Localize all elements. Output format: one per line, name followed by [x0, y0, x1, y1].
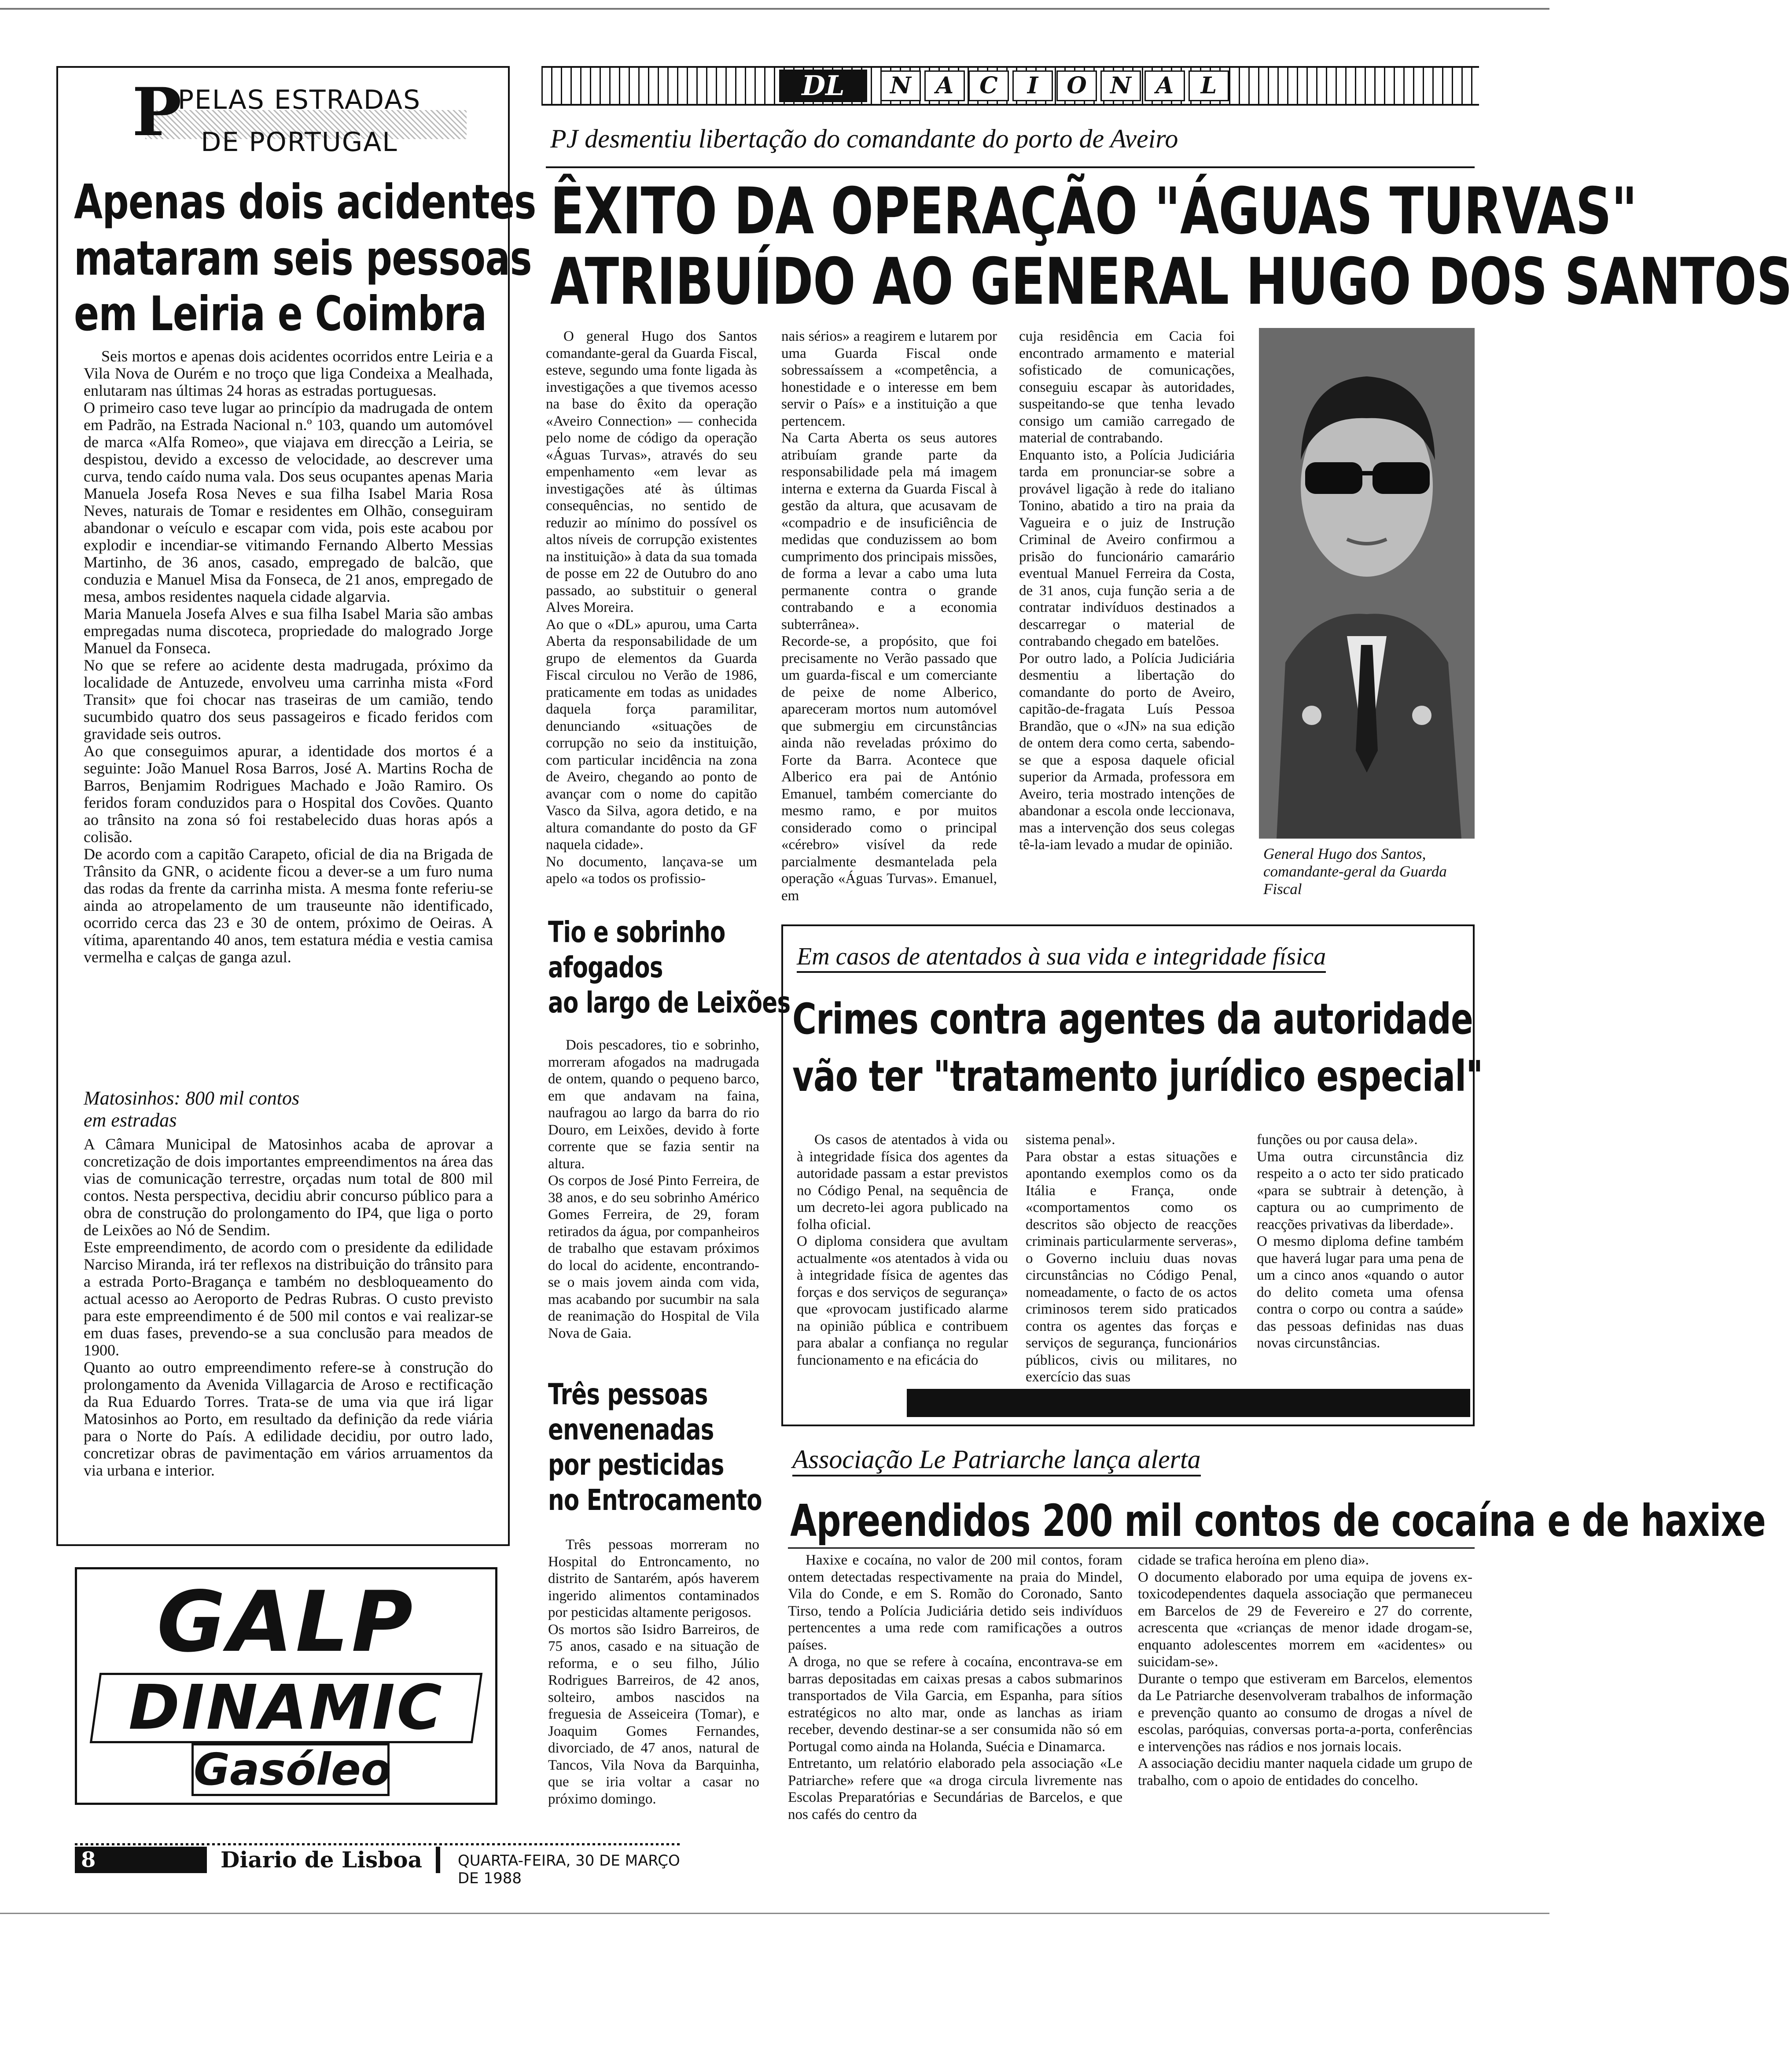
section-logo: P PELAS ESTRADAS DE PORTUGAL	[132, 79, 475, 167]
main-kicker: PJ desmentiu libertação do comandante do porto de Aveiro	[550, 124, 1178, 153]
top-edge-rule	[0, 8, 1549, 10]
general-photo	[1259, 328, 1475, 839]
paper-name: Diario de Lisboa	[207, 1847, 436, 1873]
section-letter: A	[1144, 70, 1185, 101]
brief2-headline-line3: por pesticidas	[548, 1448, 724, 1482]
left-headline-line1: Apenas dois acidentes	[74, 175, 536, 230]
section-letter: L	[1189, 70, 1229, 101]
cocaine-col1: Haxixe e cocaína, no valor de 200 mil contos, foram ontem detectadas respectivamente na praia do Mindel, Vila do Conde, e em S. Romão do Coronado, Santo Tirso, tendo a Polícia Judiciária detido seis indivíduos pertencentes a uma rede com ramificações a outros países. A droga, no que se refere à cocaína, encontrava-se em barras depositadas em caixas presas a cabos submarinos transportados de Vila Garcia, em Espanha, para sítios estratégicos no alto mar, onde as lanchas as iriam receber, devendo destinar-se a ser consumida não só em Portugal como ainda na Holanda, Suécia e Dinamarca. Entretanto, um relatório elaborado pela associação «Le Patriarche» refere que «a droga circula livremente nas Escolas Preparatórias e Secundárias de Barcelos, e que nos cafés do centro da	[788, 1552, 1122, 1822]
galp-brand: GALP	[157, 1573, 416, 1671]
brief2-headline-line2: envenenadas	[548, 1413, 714, 1447]
cocaine-rule	[788, 1547, 1475, 1549]
page-number: 8	[81, 1848, 96, 1872]
section-letter: N	[1100, 70, 1141, 101]
section-letter: I	[1012, 70, 1053, 101]
galp-ad	[75, 1567, 497, 1805]
section-letter: A	[924, 70, 965, 101]
main-headline-line2: ATRIBUÍDO AO GENERAL HUGO DOS SANTOS	[550, 244, 1792, 319]
galp-product: DINAMIC	[129, 1672, 444, 1744]
crimes-headline-line2: vão ter "tratamento jurídico especial"	[792, 1052, 1483, 1101]
brief2-headline-line4: no Entrocamento	[548, 1483, 762, 1517]
section-letter: O	[1056, 70, 1097, 101]
section-letter: N	[880, 70, 921, 101]
section-logo-line2: DE PORTUGAL	[201, 127, 398, 158]
dl-logo: DL	[779, 70, 867, 102]
left-headline-line3: em Leiria e Coimbra	[74, 287, 487, 342]
main-headline-line1: ÊXITO DA OPERAÇÃO "ÁGUAS TURVAS"	[550, 174, 1637, 249]
left-story-body-2: A Câmara Municipal de Matosinhos acaba de aprovar a concretização de dois importantes empreendimentos na área das vias de comunicação terrestre, orçadas num total de 800 mil contos. Nesta perspectiva, decidiu abrir concurso público para a obra de construção do prolongamento do IP4, que liga o porto de Leixões ao Nó de Sendim. Este empreendimento, de acordo com o presidente da edilidade Narciso Miranda, irá ter reflexos na distribuição do trânsito para a estrada Porto-Bragança e também no desbloqueamento do actual acesso ao Aeroporto de Pedras Rubras. O custo previsto para este empreendimento é de 500 mil contos e vai realizar-se em duas fases, prevendo-se a sua conclusão para meados de 1900. Quanto ao outro empreendimento refere-se à construção do prolongamento da Avenida Villagarcia de Aroso e rectificação da Rua Eduardo Torres. Trata-se de uma via que irá ligar Matosinhos ao Porto, em resultado da definição da rede viária para o Norte do País. A edilidade decidiu, por outro lado, concretizar obras de pavimentação em vários arruamentos da via urbana e interior.	[84, 1135, 493, 1479]
section-label	[880, 70, 1224, 102]
crimes-bottom-bar	[907, 1389, 1470, 1417]
section-letter: C	[968, 70, 1009, 101]
brief2-headline-line1: Três pessoas	[548, 1377, 708, 1411]
brief1-headline-line1: Tio e sobrinho	[548, 915, 725, 949]
photo-caption: General Hugo dos Santos, comandante-geral da Guarda Fiscal	[1263, 845, 1447, 898]
crimes-headline-line1: Crimes contra agentes da autoridade	[792, 994, 1473, 1044]
main-story-col3: cuja residência em Cacia foi encontrado armamento e material sofisticado de comunicações, conseguiu escapar às autoridades, suspeitando-se que tenha levado consigo um camião carregado de material de contrabando. Enquanto isto, a Polícia Judiciária tarda em pronunciar-se sobre a provável ligação à rede do italiano Tonino, abatido a tiro na praia da Vagueira e o juiz de Instrução Criminal de Aveiro confirmou a prisão do funcionário camarário eventual Manuel Ferreira da Costa, de 31 anos, cuja função seria a de contratar indivíduos destinados a descarregar o material de contrabando chegado em batelões. Por outro lado, a Polícia Judiciária desmentiu a libertação do comandante do porto de Aveiro, capitão-de-fragata Luís Pessoa Brandão, que o «JN» na sua edição de ontem dera como certa, sabendo-se que a esposa daquele oficial superior da Armada, professora em Aveiro, teria mostrado intenções de abandonar a escola onde leccionava, mas a intervenção dos seus colegas tê-la-iam levado a mudar de opinião.	[1019, 328, 1235, 853]
galp-fuel: Gasóleo	[191, 1743, 390, 1796]
cocaine-kicker: Associação Le Patriarche lança alerta	[792, 1444, 1201, 1476]
issue-date: QUARTA-FEIRA, 30 DE MARÇO DE 1988	[458, 1852, 680, 1887]
section-logo-line1: PELAS ESTRADAS	[177, 85, 421, 115]
cocaine-col2: cidade se trafica heroína em pleno dia». O documento elaborado por uma equipa de jovens ex-toxicodependentes daquela associação que permaneceu em Barcelos de 29 de Fevereiro e 27 do corrente, acrescenta que «crianças de menor idade drogam-se, enquanto adolescentes morrem em «acidentes» ou suicidam-se». Durante o tempo que estiveram em Barcelos, elementos da Le Patriarche desenvolveram trabalhos de informação e prevenção quanto ao consumo de drogas a nível de escolas, paróquias, conversas porta-a-porta, conferências e intervenções nas rádios e nos jornais locais. A associação decidiu manter naquela cidade um grupo de trabalho, com o apoio de entidades do concelho.	[1138, 1552, 1472, 1789]
crimes-col3: funções ou por causa dela». Uma outra circunstância diz respeito a o acto ter sido praticado «para se subtrair à detenção, à captura ou ao cumprimento de reacções privativas da liberdade». O mesmo diploma define também que haverá lugar para uma pena de um a cinco anos «quando o autor do delito cometa uma ofensa contra o corpo ou contra a saúde» das pessoas definidas nas duas novas circunstâncias.	[1257, 1132, 1464, 1351]
main-story-col2: nais sérios» a reagirem e lutarem por uma Guarda Fiscal onde sobressaíssem a «competência, a honestidade e o interesse em bem servir o País» e a instituição a que pertencem. Na Carta Aberta os seus autores atribuíam grande parte da responsabilidade pela má imagem interna e externa da Guarda Fiscal à gestão da altura, que acusavam de «compadrio e de insuficiência de medidas que conduzissem ao bom cumprimento dos principais missões, de forma a levar a cabo uma luta permanente contra o grande contrabando e a economia subterrânea». Recorde-se, a propósito, que foi precisamente no Verão passado que um guarda-fiscal e um comerciante de peixe de nome Alberico, apareceram mortos num automóvel que submergiu em circunstâncias ainda não reveladas próximo do Forte da Barra. Acontece que Alberico era pai de António Emanuel, também comerciante do mesmo ramo, e por muitos considerado como o principal «cérebro» visível da rede parcialmente desmantelada pela operação «Águas Turvas». Emanuel, em	[781, 328, 997, 904]
cocaine-headline: Apreendidos 200 mil contos de cocaína e de haxixe	[790, 1495, 1766, 1546]
main-story-col1: O general Hugo dos Santos comandante-geral da Guarda Fiscal, esteve, segundo uma fonte ligada às investigações a que tivemos acesso na base do êxito da operação «Aveiro Connection» — conhecida pelo nome de código da operação «Águas Turvas», através do seu empenhamento «em levar as investigações até às últimas consequências, no sentido de reduzir ao mínimo do possível os altos níveis de corrupção existentes na instituição» à data da sua tomada de posse em 22 de Outubro do ano passado, ao substituir o general Alves Moreira. Ao que o «DL» apurou, uma Carta Aberta da responsabilidade de um grupo de elementos da Guarda Fiscal circulou no Verão de 1986, praticamente em todas as unidades daquela força paramilitar, denunciando «situações de corrupção no seio da instituição, com particular incidência na zona de Aveiro, chegando ao ponto de avançar com o nome do capitão Vasco da Silva, agora detido, e na altura comandante do posto da GF naquela cidade». No documento, lançava-se um apelo «a todos os profissio-	[546, 328, 757, 887]
brief2-body: Três pessoas morreram no Hospital do Entroncamento, no distrito de Santarém, após haverem ingerido alimentos contaminados por pesticidas altamente perigosos. Os mortos são Isidro Barreiros, de 75 anos, casado e na situação de reforma, e o seu filho, Júlio Rodrigues Barreiros, de 42 anos, solteiro, ambos nascidos na freguesia de Asseiceira (Tomar), e Joaquim Gomes Fernandes, divorciado, de 47 anos, natural de Tancos, Vila Nova da Barquinha, que se iria voltar a casar no próximo domingo.	[548, 1537, 759, 1807]
left-headline-line2: mataram seis pessoas	[74, 231, 532, 286]
crimes-col1: Os casos de atentados à vida ou à integridade física dos agentes da autoridade passam a estar previstos no Código Penal, na sequência de um decreto-lei agora publicado na folha oficial. O diploma considera que avultam actualmente «os atentados à vida ou à integridade física de agentes das forças e dos serviços de segurança» que «provocam justificado alarme na opinião pública e contribuem para abalar a confiança no regular funcionamento e na eficácia do	[797, 1132, 1008, 1368]
left-story-body: Seis mortos e apenas dois acidentes ocorridos entre Leiria e a Vila Nova de Ourém e no troço que liga Condeixa a Mealhada, enlutaram nas últimas 24 horas as estradas portuguesas. O primeiro caso teve lugar ao princípio da madrugada de ontem em Padrão, na Estrada Nacional n.º 103, quando um automóvel de marca «Alfa Romeo», que viajava em direcção a Leiria, se despistou, devido a excesso de velocidade, ao descrever uma curva, tendo caído numa vala. Dos seus ocupantes apenas Maria Manuela Josefa Rosa Neves e sua filha Isabel Maria Rosa Neves, naturais de Tomar e residentes em Olhão, conseguiram abandonar o veículo e escapar com vida, pois este acabou por explodir e incendiar-se vitimando Fernando Alberto Messias Martinho, de 36 anos, casado, empregado de balcão, que conduzia e Manuel Misa da Fonseca, de 21 anos, empregado de mesa, ambos residentes naquela cidade algarvia. Maria Manuela Josefa Alves e sua filha Isabel Maria são ambas empregadas numa discoteca, propriedade do malogrado Jorge Manuel da Fonseca. No que se refere ao acidente desta madrugada, próximo da localidade de Antuzede, envolveu uma carrinha mista «Ford Transit» que foi chocar nas traseiras de um camião, tendo sucumbido quatro dos seus passageiros e ficado feridos com gravidade seis outros. Ao que conseguimos apurar, a identidade dos mortos é a seguinte: João Manuel Rosa Barros, José A. Martins Rocha de Barros, Benjamim Rodrigues Machado e João Ramiro. Os feridos foram conduzidos para o Hospital dos Covões. Quanto ao trânsito na zona só foi restabelecido duas horas após a colisão. De acordo com a capitão Carapeto, oficial de dia na Brigada de Trânsito da GNR, o acidente ficou a dever-se a um furo numa das rodas da frente da carrinha mista. A mesma fonte referiu-se ainda ao atropelamento de um trauseunte não identificado, ocorrido cerca das 23 e 30 de ontem, próximo de Oeiras. A vítima, aparentando 40 anos, tem estatura média e vestia camisa vermelha e calças de ganga azul.	[84, 347, 493, 966]
left-story-subhead: Matosinhos: 800 mil contos em estradas	[84, 1087, 300, 1131]
crimes-kicker: Em casos de atentados à sua vida e integridade física	[797, 942, 1326, 973]
brief1-headline-line3: ao largo de Leixões	[548, 986, 791, 1020]
brief1-body: Dois pescadores, tio e sobrinho, morreram afogados na madrugada de ontem, quando o pequeno barco, em que andavam na faina, naufragou ao largo da barra do rio Douro, em Leixões, devido à forte corrente que se fazia sentir na altura. Os corpos de José Pinto Ferreira, de 38 anos, e do seu sobrinho Américo Gomes Ferreira, de 29, foram retirados da água, por companheiros de trabalho que estavam próximos do local do acidente, encontrando-se o mais jovem ainda com vida, mas acabando por sucumbir na sala de reanimação do Hospital de Vila Nova de Gaia.	[548, 1037, 759, 1341]
bottom-edge-rule	[0, 1913, 1549, 1914]
brief1-headline-line2: afogados	[548, 950, 663, 984]
kicker-rule	[546, 166, 1475, 168]
crimes-col2: sistema penal». Para obstar a estas situações e apontando exemplos como os da Itália e França, onde «comportamentos como os descritos são objecto de reacções criminais particularmente serveras», o Governo incluiu duas novas circunstâncias no Código Penal, nomeadamente, o facto de os actos criminosos terem sido praticados contra os agentes das forças e serviços de segurança, funcionários públicos, civis ou militares, no exercício das suas	[1026, 1132, 1237, 1385]
